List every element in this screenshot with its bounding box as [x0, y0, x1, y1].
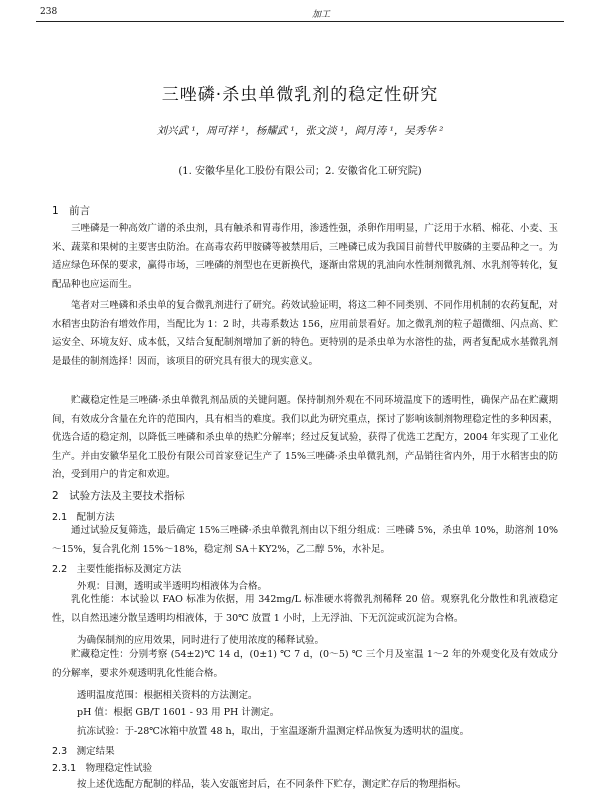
paragraph-preparation: 通过试验反复筛选，最后确定 15%三唑磷·杀虫单微乳剂由以下组分组成：三唑磷 5%，杀虫单 10%，助溶剂 10%～15%，复合乳化剂 15%～18%，稳定剂 SA＋KY2%，乙二醇 5%，水补足。	[52, 525, 558, 555]
subsection-heading-results: 2.3 测定结果	[52, 746, 115, 757]
journal-name: 加工	[312, 10, 331, 20]
paragraph-intro-3: 贮藏稳定性是三唑磷·杀虫单微乳剂品质的关键问题。保持制剂外观在不同环境温度下的透明性，确保产品在贮藏期间，有效成分含量在允许的范围内，具有相当的难度。我们以此为研究重点，探讨了影响该制剂物理稳定性的多种因素，优选合适的稳定剂，以降低三唑磷和杀虫单的热贮分解率；经过反复试验，获得了优选工艺配方，2004 年实现了工业化生产。并由安徽华星化工股份有限公司首家登记生产了 15%三唑磷·杀虫单微乳剂，产品销往省内外，用于水稻害虫的防治，受到用户的肯定和欢迎。	[52, 395, 558, 480]
subsection-heading-preparation: 2.1 配制方法	[52, 512, 115, 523]
indicator-emulsification: 乳化性能：本试验以 FAO 标准为依据，用 342mg/L 标准硬水将微乳剂稀释 20 倍。观察乳化分散性和乳液稳定性，以自然迅速分散呈透明均相液体，于 30℃ 放置 1 小时，上无浮油、下无沉淀或沉淀为合格。	[52, 594, 558, 624]
page-number: 238	[40, 7, 58, 17]
indicator-transparency-range: 透明温度范围：根据相关资料的方法测定。	[77, 690, 258, 701]
author-list: 刘兴武 ¹，周可祥 ¹，杨耀武 ¹，张文淡 ¹，阎月涛 ¹，吴秀华 ²	[156, 125, 444, 137]
subsection-heading-physical-stability: 2.3.1 物理稳定性试验	[52, 763, 153, 774]
section-heading-introduction: 1 前言	[52, 205, 91, 217]
indicator-storage-stability: 贮藏稳定性：分别考察 (54±2)℃ 14 d，(0±1) ℃ 7 d，(0～5) ℃ 三个月及室温 1～2 年的外观变化及有效成分的分解率，要求外观透明乳化性能合格。	[52, 649, 558, 679]
paragraph-intro-2: 笔者对三唑磷和杀虫单的复合微乳剂进行了研究。药效试验证明，将这二种不同类别、不同作用机制的农药复配，对水稻害虫防治有增效作用，当配比为 1：2 时，共毒系数达 156，应用前景看好。加之微乳剂的粒子超微细、闪点高、贮运安全、环境友好、成本低，又结合复配制剂增加了新的特色。更特别的是杀虫单为水溶性的盐，两者复配成水基微乳剂是最佳的制剂选择！因而，该项目的研究具有很大的现实意义。	[52, 300, 558, 367]
indicator-appearance: 外观：目测，透明或半透明均相液体为合格。	[77, 581, 268, 592]
paper-title: 三唑磷·杀虫单微乳剂的稳定性研究	[161, 85, 439, 105]
indicator-dilution: 为确保制剂的应用效果，同时进行了使用浓度的稀释试验。	[77, 635, 325, 646]
affiliation: (1. 安徽华星化工股份有限公司；2. 安徽省化工研究院)	[178, 166, 422, 177]
section-heading-methods: 2 试验方法及主要技术指标	[52, 490, 185, 502]
paragraph-physical-stability: 按上述优选配方配制的样品，装入安瓿密封后，在不同条件下贮存，测定贮存后的物理指标。	[77, 779, 467, 790]
running-header	[40, 7, 564, 19]
indicator-ph: pH 值：根据 GB/T 1601 - 93 用 PH 计测定。	[77, 707, 280, 718]
indicator-antifreeze: 抗冻试验：于-28℃冰箱中放置 48 h，取出，于室温逐渐升温测定样品恢复为透明状的温度。	[77, 726, 470, 737]
header-rule	[36, 21, 564, 22]
paragraph-intro-1: 三唑磷是一种高效广谱的杀虫剂，具有触杀和胃毒作用，渗透性强，杀卵作用明显，广泛用于水稻、棉花、小麦、玉米、蔬菜和果树的主要害虫防治。在高毒农药甲胺磷等被禁用后，三唑磷已成为我国目前替代甲胺磷的主要品种之一。为适应绿色环保的要求，赢得市场，三唑磷的剂型也在更新换代，逐渐由常规的乳油向水性制剂微乳剂、水乳剂等转化，复配品种也应运而生。	[52, 223, 558, 290]
subsection-heading-indicators: 2.2 主要性能指标及测定方法	[52, 564, 182, 575]
